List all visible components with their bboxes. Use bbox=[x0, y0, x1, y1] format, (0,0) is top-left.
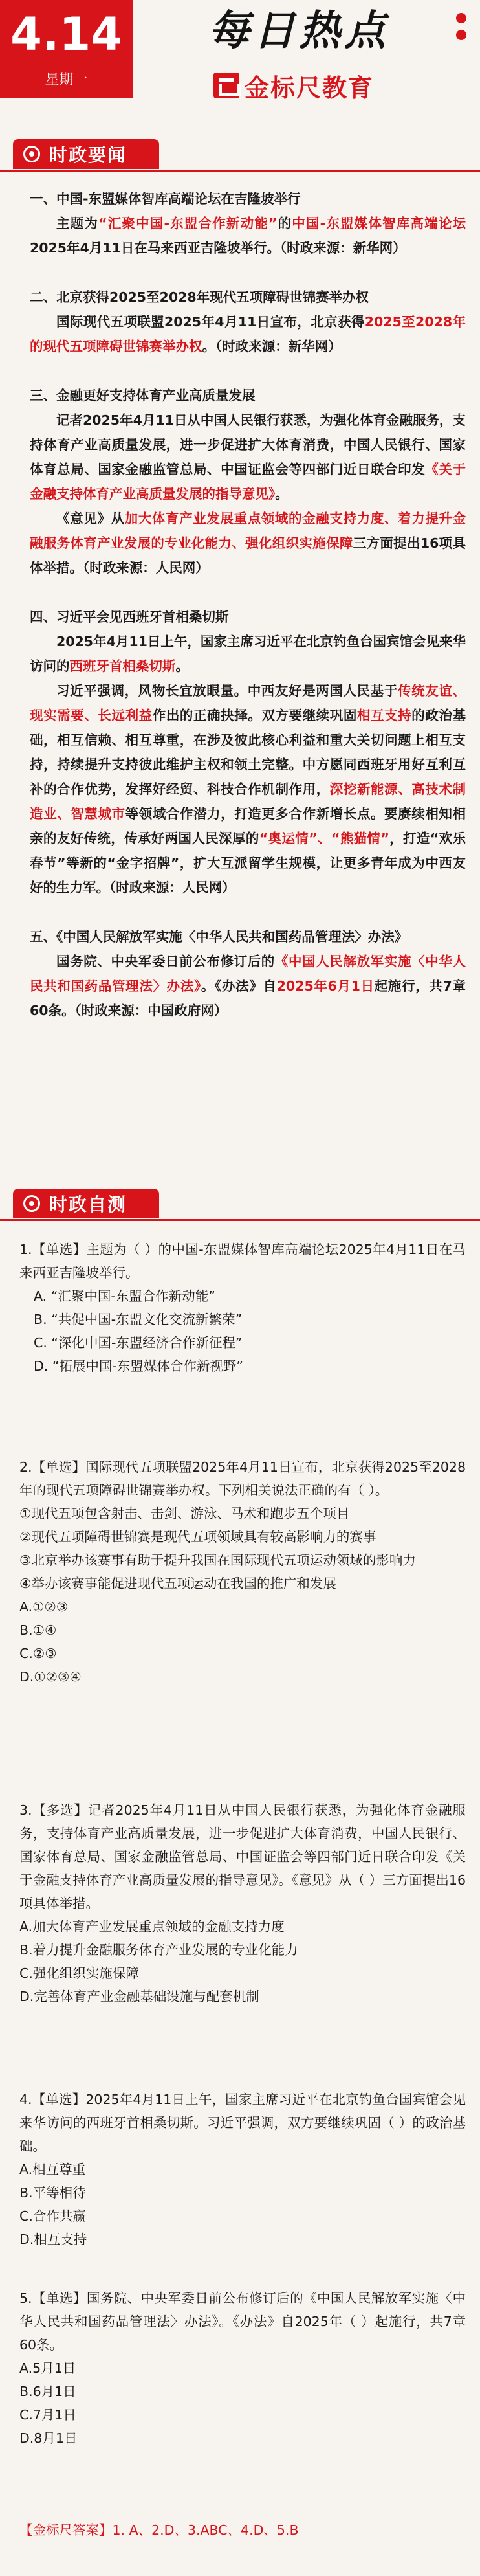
quiz-option: A.加大体育产业发展重点领域的金融支持力度 bbox=[19, 1919, 285, 1934]
weekday-text: 星期一 bbox=[45, 72, 88, 88]
quiz-option: B.6月1日 bbox=[19, 2384, 76, 2399]
news-title-4: 四、习近平会见西班牙首相桑切斯 bbox=[30, 609, 229, 625]
target-icon bbox=[23, 1195, 40, 1212]
news-title-2: 二、北京获得2025至2028年现代五项障碍世锦赛举办权 bbox=[30, 289, 369, 305]
quiz-statement: ③北京举办该赛事有助于提升我国在国际现代五项运动领域的影响力 bbox=[19, 1552, 416, 1568]
quiz-stem-2: 2.【单选】国际现代五项联盟2025年4月11日宣布，北京获得2025至2028年的现代五项障碍世锦赛举办权。下列相关说法正确的有（ ）。 bbox=[19, 1459, 466, 1498]
news-body-4a: 2025年4月11日上午，国家主席习近平在北京钓鱼台国宾馆会见来华访问的西班牙首相桑切斯。 bbox=[30, 634, 466, 674]
quiz-3 bbox=[19, 1798, 466, 2008]
quiz-option: A. “汇聚中国-东盟合作新动能” bbox=[34, 1288, 215, 1304]
news-body-2: 国际现代五项联盟2025年4月11日宣布，北京获得2025至2028年的现代五项障碍世锦赛举办权。（时政来源：新华网） bbox=[30, 314, 466, 354]
page-header bbox=[0, 0, 480, 110]
answer-text: 1. A、2.D、3.ABC、4.D、5.B bbox=[112, 2522, 299, 2538]
quiz-option: D.相互支持 bbox=[19, 2232, 87, 2247]
slogan-title: 每日热点 bbox=[208, 6, 389, 55]
quiz-statement: ②现代五项障碍世锦赛是现代五项领域具有较高影响力的赛事 bbox=[19, 1529, 376, 1545]
quiz-option: D.完善体育产业金融基础设施与配套机制 bbox=[19, 1989, 259, 2004]
news-title-1: 一、中国-东盟媒体智库高端论坛在吉隆坡举行 bbox=[30, 191, 301, 207]
quiz-option: D. “拓展中国-东盟媒体合作新视野” bbox=[34, 1358, 243, 1374]
quiz-option: A.5月1日 bbox=[19, 2360, 76, 2376]
quiz-option: B. “共促中国-东盟文化交流新繁荣” bbox=[34, 1312, 243, 1327]
quiz-option: C.合作共赢 bbox=[19, 2208, 86, 2224]
quiz-stem-5: 5.【单选】国务院、中央军委日前公布修订后的《中国人民解放军实施〈中华人民共和国药品管理法〉办法》。《办法》自2025年（ ）起施行，共7章60条。 bbox=[19, 2290, 466, 2353]
section-header-news bbox=[0, 133, 480, 172]
brand-name: 金标尺教育 bbox=[245, 73, 375, 102]
date-text: 4.14 bbox=[10, 8, 122, 61]
target-icon bbox=[23, 146, 40, 162]
quiz-option: A.相互尊重 bbox=[19, 2162, 86, 2177]
news-body-4b: 习近平强调，风物长宜放眼量。中西友好是两国人民基于传统友谊、现实需要、长远利益作出的正确抉择。双方要继续巩固相互支持的政治基础，相互信赖、相互尊重，在涉及彼此核心利益和重大关切问题上相互支持，持续提升支持彼此维护主权和领土完整。中方愿同西班牙用好互利互补的合作优势，发挥好经贸、科技合作机制作用，深挖新能源、高技术制造业、智慧城市等领域合作潜力，打造更多合作新增长点。要赓续相知相亲的友好传统，传承好两国人民深厚的“奥运情”、“熊猫情”，打造“欢乐春节”等新的“金字招牌”，扩大互派留学生规模，让更多青年成为中西友好的生力军。（时政来源：人民网） bbox=[30, 683, 466, 895]
quiz-option: C.②③ bbox=[19, 1646, 57, 1661]
section-title-news: 时政要闻 bbox=[49, 144, 127, 166]
decorative-dots bbox=[456, 13, 466, 47]
news-list bbox=[30, 186, 466, 1023]
quiz-stem-1: 1.【单选】主题为（ ）的中国-东盟媒体智库高端论坛2025年4月11日在马来西亚吉隆坡举行。 bbox=[19, 1242, 466, 1281]
quiz-option: C.强化组织实施保障 bbox=[19, 1966, 139, 1981]
news-body-3b: 《意见》从加大体育产业发展重点领域的金融支持力度、着力提升金融服务体育产业发展的专业化能力、强化组织实施保障三方面提出16项具体举措。（时政来源：人民网） bbox=[30, 511, 466, 576]
quiz-option: D.8月1日 bbox=[19, 2430, 78, 2446]
quiz-option: D.①②③④ bbox=[19, 1669, 82, 1685]
answer-label: 【金标尺答案】 bbox=[19, 2522, 113, 2538]
quiz-statement: ①现代五项包含射击、击剑、游泳、马术和跑步五个项目 bbox=[19, 1506, 350, 1521]
section-tag-quiz bbox=[13, 1189, 159, 1218]
section-title-quiz: 时政自测 bbox=[49, 1194, 127, 1215]
date-badge bbox=[0, 0, 133, 98]
answer-key bbox=[19, 2518, 466, 2542]
news-body-5: 国务院、中央军委日前公布修订后的《中国人民解放军实施〈中华人民共和国药品管理法〉办法》。《办法》自2025年6月1日起施行，共7章60条。（时政来源：中国政府网） bbox=[30, 954, 466, 1018]
brand-logo-icon bbox=[213, 73, 239, 98]
quiz-statement: ④举办该赛事能促进现代五项运动在我国的推广和发展 bbox=[19, 1576, 336, 1591]
quiz-option: C. “深化中国-东盟经济合作新征程” bbox=[34, 1335, 243, 1350]
news-title-3: 三、金融更好支持体育产业高质量发展 bbox=[30, 388, 256, 403]
quiz-option: B.着力提升金融服务体育产业发展的专业化能力 bbox=[19, 1942, 298, 1958]
news-body-3a: 记者2025年4月11日从中国人民银行获悉，为强化体育金融服务，支持体育产业高质量发展，进一步促进扩大体育消费，中国人民银行、国家体育总局、国家金融监管总局、中国证监会等四部门近日联合印发《关于金融支持体育产业高质量发展的指导意见》。 bbox=[30, 412, 466, 502]
quiz-1 bbox=[19, 1238, 466, 1378]
quiz-5 bbox=[19, 2287, 466, 2450]
news-title-5: 五、《中国人民解放军实施〈中华人民共和国药品管理法〉办法》 bbox=[30, 929, 408, 945]
brand-logo bbox=[213, 71, 374, 100]
quiz-option: B.①④ bbox=[19, 1622, 57, 1638]
news-body-1: 主题为“汇聚中国-东盟合作新动能”的中国-东盟媒体智库高端论坛2025年4月11日在马来西亚吉隆坡举行。（时政来源：新华网） bbox=[30, 216, 466, 256]
section-header-quiz bbox=[0, 1182, 480, 1221]
section-tag-news bbox=[13, 139, 159, 169]
quiz-option: B.平等相待 bbox=[19, 2185, 86, 2201]
quiz-option: A.①②③ bbox=[19, 1599, 69, 1615]
quiz-4 bbox=[19, 2088, 466, 2251]
quiz-stem-3: 3.【多选】记者2025年4月11日从中国人民银行获悉，为强化体育金融服务，支持体育产业高质量发展，进一步促进扩大体育消费，中国人民银行、国家体育总局、国家金融监管总局、中国证监会等四部门近日联合印发《关于金融支持体育产业高质量发展的指导意见》。《意见》从（ ）三方面提出16项具体举措。 bbox=[19, 1802, 466, 1911]
quiz-option: C.7月1日 bbox=[19, 2407, 76, 2423]
quiz-2 bbox=[19, 1455, 466, 1688]
quiz-stem-4: 4.【单选】2025年4月11日上午，国家主席习近平在北京钓鱼台国宾馆会见来华访问的西班牙首相桑切斯。习近平强调，双方要继续巩固（ ）的政治基础。 bbox=[19, 2092, 466, 2154]
